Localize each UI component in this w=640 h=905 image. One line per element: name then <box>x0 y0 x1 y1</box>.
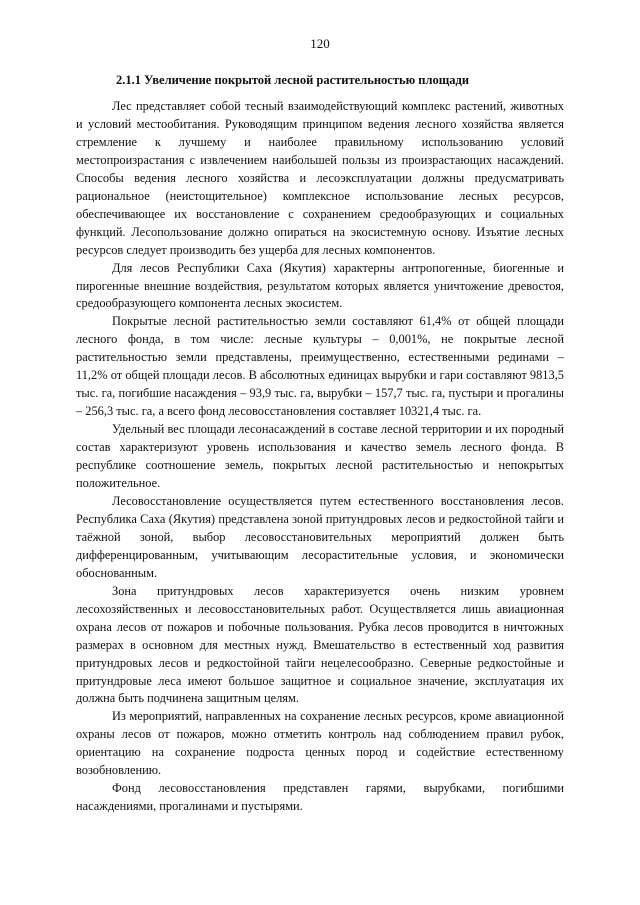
paragraph: Зона притундровых лесов характеризуется очень низким уровнем лесохозяйственных и лесовосстановительных работ. Осуществляется лишь авиационная охрана лесов от пожаров и побочные пользования. Рубка лесов проводится в ничтожных размерах в основном для местных нужд. Вмешательство в естественный ход развития притундровых лесов и редкостойной тайги нецелесообразно. Северные редкостойные и притундровые леса имеют большое защитное и социальное значение, эксплуатация их должна быть подчинена защитным целям. <box>76 583 564 706</box>
paragraph: Удельный вес площади лесонасаждений в составе лесной территории и их породный состав характеризуют уровень использования и качество земель лесного фонда. В республике соотношение земель, покрытых лесной растительностью и непокрытых положительное. <box>76 422 564 491</box>
section-title: 2.1.1 Увеличение покрытой лесной растительностью площади <box>116 73 470 87</box>
page-number: 120 <box>310 36 330 51</box>
paragraph: Фонд лесовосстановления представлен гарями, вырубками, погибшими насаждениями, прогалинами и пустырями. <box>76 781 564 814</box>
paragraph: Из мероприятий, направленных на сохранение лесных ресурсов, кроме авиационной охраны лесов от пожаров, можно отметить контроль над соблюдением правил рубок, ориентацию на сохранение подроста ценных пород и содействие естественному возобновлению. <box>76 709 564 778</box>
paragraph: Лесовосстановление осуществляется путем естественного восстановления лесов. Республика Саха (Якутия) представлена зоной притундровых лесов и редкостойной тайги и таёжной зоной, выбор лесовосстановительных мероприятий должен быть дифференцированным, учитывающим лесорастительные условия, и экономически обоснованным. <box>76 493 564 580</box>
paragraph: Покрытые лесной растительностью земли составляют 61,4% от общей площади лесного фонда, в том числе: лесные культуры – 0,001%, не покрытые лесной растительностью земли представлены, преимущественно, естественными рединами – 11,2% от общей площади лесов. В абсолютных единицах вырубки и гари составляют 9813,5 тыс. га, погибшие насаждения – 93,9 тыс. га, вырубки – 157,7 тыс. га, пустыри и прогалины – 256,3 тыс. га, а всего фонд лесовосстановления составляет 10321,4 тыс. га. <box>76 314 564 419</box>
paragraph: Лес представляет собой тесный взаимодействующий комплекс растений, животных и условий местообитания. Руководящим принципом ведения лесного хозяйства является стремление к лучшему и наиболее правильному использованию условий местопроизрастания с извлечением наибольшей пользы из произрастающих насаждений. Способы ведения лесного хозяйства и лесоэксплуатации должны предусматривать рациональное (неистощительное) комплексное использование лесных ресурсов, обеспечивающее их восстановление с сохранением средообразующих и социальных функций. Лесопользование должно опираться на экосистемную основу. Изъятие лесных ресурсов следует производить без ущерба для лесных компонентов. <box>76 99 564 257</box>
body-text <box>76 98 564 816</box>
paragraph: Для лесов Республики Саха (Якутия) характерны антропогенные, биогенные и пирогенные внешние воздействия, результатом которых является уничтожение древостоя, средообразующего компонента лесных экосистем. <box>76 260 564 311</box>
